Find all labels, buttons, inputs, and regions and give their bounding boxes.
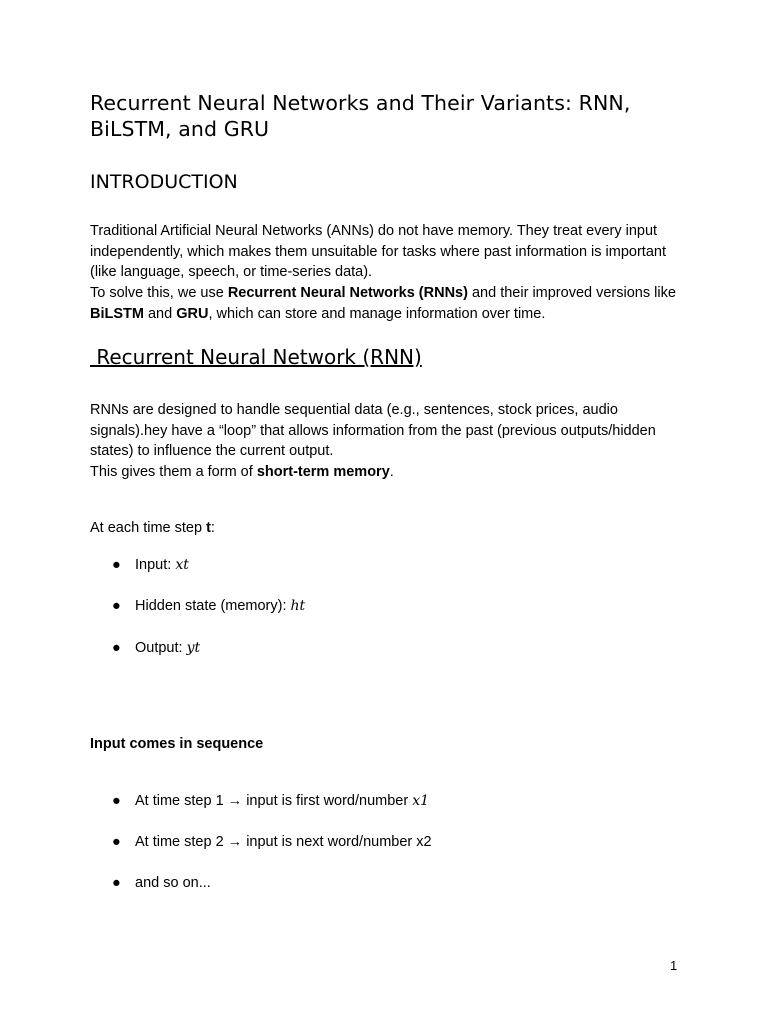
rnn-text-2c: . <box>389 464 394 481</box>
bullet-label: At time step 2 → input is next word/number x2 <box>135 834 432 850</box>
bullet-label: Output: <box>135 640 187 656</box>
bullet-icon: ● <box>112 875 121 891</box>
introduction-heading: INTRODUCTION <box>90 171 238 193</box>
rnn-text-1: RNNs are designed to handle sequential data (e.g., sentences, stock prices, audio signals).hey have a “loop” that allows information from the past (previous outputs/hidden states) to influence the current output. <box>90 402 656 460</box>
bullet-icon: ● <box>112 793 121 809</box>
math-symbol: x1 <box>412 793 430 809</box>
bullet-icon: ● <box>112 640 121 656</box>
intro-paragraph <box>90 221 690 325</box>
math-symbol: yt <box>186 640 201 656</box>
list-item <box>112 832 432 852</box>
bullet-label: and so on... <box>135 875 211 891</box>
timestep-t-bold: t <box>206 520 211 536</box>
bullet-icon: ● <box>112 834 121 850</box>
rnn-heading: Recurrent Neural Network (RNN) <box>90 345 422 369</box>
bullet-icon: ● <box>112 557 121 573</box>
rnn-paragraph <box>90 400 690 483</box>
intro-text-2a: To solve this, we use <box>90 285 228 302</box>
intro-text-2c: and their improved versions like <box>467 285 676 302</box>
timestep-text-a: At each time step <box>90 520 207 536</box>
list-item <box>112 791 429 811</box>
bullet-label: Hidden state (memory): <box>135 598 291 614</box>
rnn-text-2a: This gives them a form of <box>90 464 257 481</box>
math-symbol: xt <box>175 557 189 573</box>
intro-rnn-bold: Recurrent Neural Networks (RNNs) <box>227 285 468 302</box>
bullet-label: Input: <box>135 557 176 573</box>
document-title: Recurrent Neural Networks and Their Variants: RNN, BiLSTM, and GRU <box>90 91 631 141</box>
page-number: 1 <box>670 958 678 973</box>
intro-text-2e: and <box>143 305 177 322</box>
list-item <box>112 873 211 893</box>
bullet-icon: ● <box>112 598 121 614</box>
math-symbol: ht <box>290 598 306 614</box>
intro-bilstm-bold: BiLSTM <box>90 305 144 322</box>
intro-gru-bold: GRU <box>176 305 209 322</box>
list-item <box>112 596 305 616</box>
intro-text-2g: , which can store and manage information over time. <box>208 305 546 322</box>
list-item <box>112 555 189 575</box>
bullet-label: At time step 1 → input is first word/number <box>135 793 413 809</box>
list-item <box>112 638 200 658</box>
sequence-subheading: Input comes in sequence <box>90 736 264 752</box>
timestep-line <box>90 518 690 539</box>
rnn-memory-bold: short-term memory <box>256 464 390 481</box>
timestep-text-c: : <box>210 520 215 536</box>
intro-text-1: Traditional Artificial Neural Networks (ANNs) do not have memory. They treat every input independently, which makes them unsuitable for tasks where past information is important (like language, speech, or time-series data). <box>90 223 666 281</box>
